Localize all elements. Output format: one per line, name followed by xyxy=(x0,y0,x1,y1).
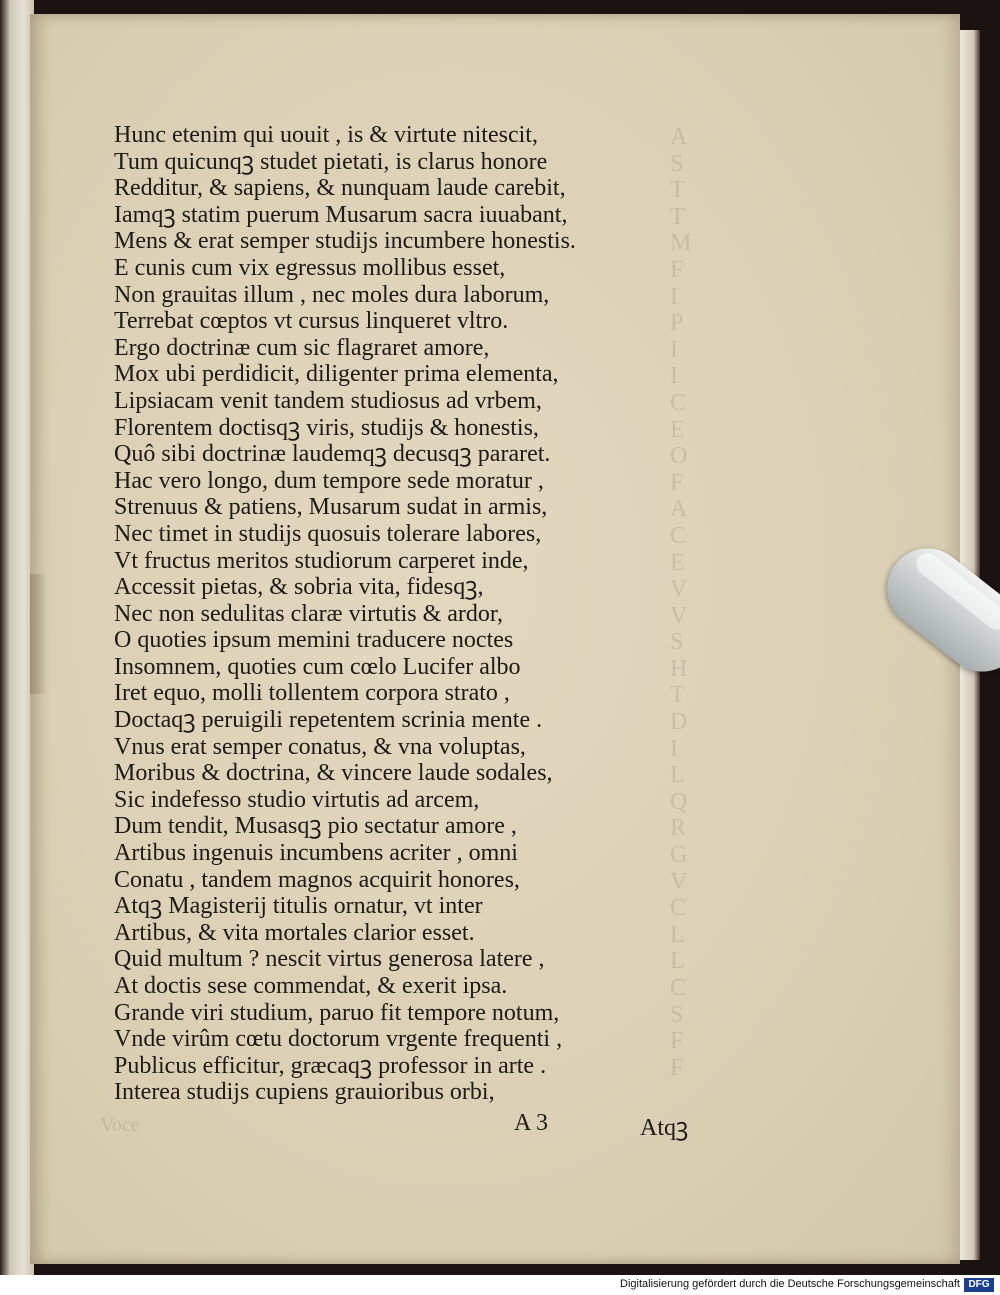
text-line: Lipsiacam venit tandem studiosus ad vrbem, xyxy=(114,387,542,414)
text-line: Doctaqꝫ peruigili repetentem scrinia mente . xyxy=(114,707,543,734)
text-line: Redditur, & sapiens, & nunquam laude carebit, xyxy=(114,175,566,202)
text-line: Grande viri studium, paruo fit tempore notum, xyxy=(114,999,560,1026)
text-line: Iret equo, molli tollentem corpora strato , xyxy=(114,680,510,707)
text-line: E cunis cum vix egressus mollibus esset, xyxy=(114,254,506,281)
text-line: Interea studijs cupiens grauioribus orbi, xyxy=(114,1079,495,1106)
text-line: Publicus efficitur, græcaqꝫ professor in arte . xyxy=(114,1052,547,1079)
clip-highlight xyxy=(912,549,1000,634)
text-line: Atqꝫ Magisterij titulis ornatur, vt inter xyxy=(114,893,483,920)
text-line: Terrebat cœptos vt cursus linqueret vltro. xyxy=(114,308,509,335)
footer-bar xyxy=(0,1275,1000,1295)
text-line: Artibus, & vita mortales clarior esset. xyxy=(114,919,475,946)
text-line: Quid multum ? nescit virtus generosa latere , xyxy=(114,946,545,973)
text-line: Vnde virûm cœtu doctorum vrgente frequenti , xyxy=(114,1026,563,1053)
text-line: Nec timet in studijs quosuis tolerare labores, xyxy=(114,520,542,547)
text-line: Artibus ingenuis incumbens acriter , omni xyxy=(114,840,518,867)
show-through-bottom: Voce xyxy=(100,1114,140,1136)
text-line: Mens & erat semper studijs incumbere honestis. xyxy=(114,228,576,255)
text-line: Insomnem, quoties cum cœlo Lucifer albo xyxy=(114,653,521,680)
poem-text-block xyxy=(114,122,674,1106)
footer-credit: Digitalisierung gefördert durch die Deutsche Forschungsgemeinschaft xyxy=(620,1278,960,1290)
signature-mark: A 3 xyxy=(514,1110,549,1136)
binding-board-left xyxy=(0,0,34,1275)
show-through-text: A S T T M F I P I I C E O F A C E V V S H T D I L Q R G V C L L C S F F xyxy=(670,124,692,1081)
text-line: Nec non sedulitas claræ virtutis & ardor, xyxy=(114,600,503,627)
text-line: Iamqꝫ statim puerum Musarum sacra iuuabant, xyxy=(114,201,568,228)
text-line: Hunc etenim qui uouit , is & virtute nitescit, xyxy=(114,122,538,148)
catchword: Atqꝫ xyxy=(640,1115,689,1141)
dfg-logo-icon: DFG xyxy=(964,1278,994,1292)
text-line: Mox ubi perdidicit, diligenter prima elementa, xyxy=(114,361,559,388)
text-line: Hac vero longo, dum tempore sede moratur , xyxy=(114,467,544,494)
text-line: Conatu , tandem magnos acquirit honores, xyxy=(114,866,520,893)
text-line: At doctis sese commendat, & exerit ipsa. xyxy=(114,973,508,999)
text-line: Sic indefesso studio virtutis ad arcem, xyxy=(114,786,480,813)
text-line: Moribus & doctrina, & vincere laude sodales, xyxy=(114,760,553,787)
text-line: Accessit pietas, & sobria vita, fidesqꝫ, xyxy=(114,574,484,601)
text-line: Ergo doctrinæ cum sic flagraret amore, xyxy=(114,334,490,361)
text-line: Quô sibi doctrinæ laudemqꝫ decusqꝫ pararet. xyxy=(114,441,551,468)
page-fold-shadow xyxy=(30,574,48,694)
text-line: Dum tendit, Musasqꝫ pio sectatur amore , xyxy=(114,813,517,840)
text-line: O quoties ipsum memini traducere noctes xyxy=(114,627,514,654)
text-line: Strenuus & patiens, Musarum sudat in armis, xyxy=(114,494,548,521)
text-line: Non grauitas illum , nec moles dura laborum, xyxy=(114,281,550,308)
text-line: Vt fructus meritos studiorum carperet inde, xyxy=(114,547,529,574)
text-line: Tum quicunqꝫ studet pietati, is clarus honore xyxy=(114,148,548,175)
text-line: Vnus erat semper conatus, & vna voluptas, xyxy=(114,733,526,760)
text-line: Florentem doctisqꝫ viris, studijs & honestis, xyxy=(114,414,539,441)
